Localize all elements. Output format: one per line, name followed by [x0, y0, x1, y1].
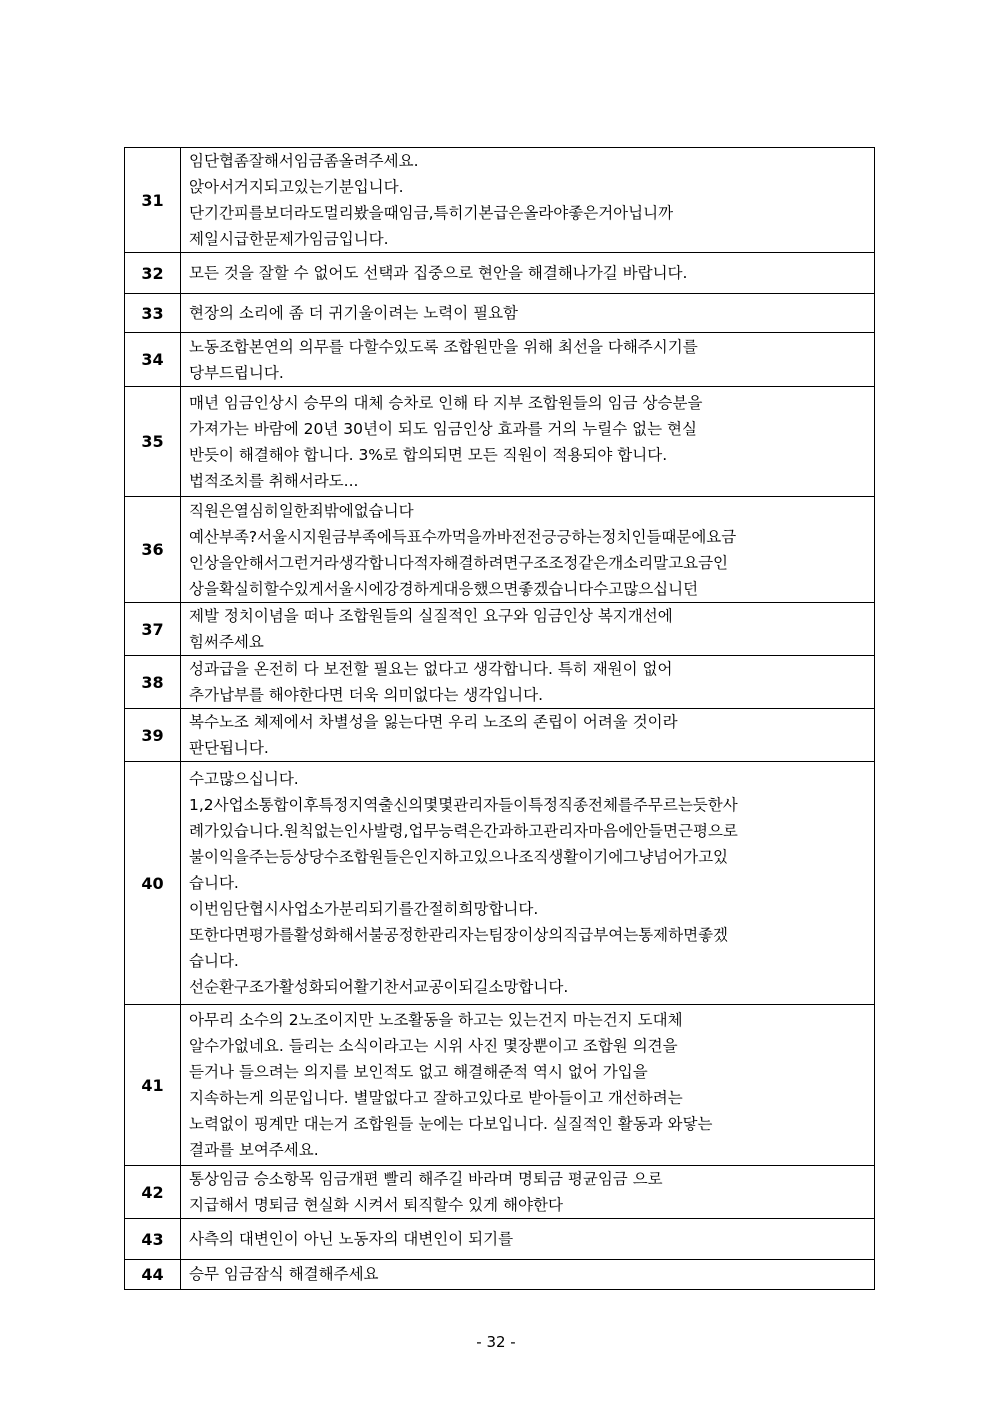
- survey-response-table-container: [124, 147, 875, 1290]
- response-line: 복수노조 체제에서 차별성을 잃는다면 우리 노조의 존립이 어려울 것이라: [189, 713, 678, 731]
- table-row: [125, 603, 875, 656]
- response-line: 현장의 소리에 좀 더 귀기울이려는 노력이 필요함: [189, 303, 519, 322]
- response-line: 알수가없네요. 들리는 소식이라고는 시위 사진 몇장뿐이고 조합원 의견을: [189, 1037, 678, 1055]
- response-line: 지속하는게 의문입니다. 별말없다고 잘하고있다로 받아들이고 개선하려는: [189, 1089, 683, 1107]
- response-text: [181, 656, 875, 709]
- response-number: 32: [125, 253, 181, 294]
- response-line: 단기간피를보더라도멀리봤을때임금,특히기본급은올라야좋은거아닙니까: [189, 204, 674, 222]
- response-number: 34: [125, 333, 181, 387]
- response-line: 통상임금 승소항목 임금개편 빨리 해주길 바라며 명퇴금 평균임금 으로: [189, 1170, 663, 1188]
- table-row: [125, 387, 875, 497]
- table-row: [125, 656, 875, 709]
- table-body: [125, 148, 875, 1290]
- response-number: 42: [125, 1166, 181, 1219]
- response-line: 노동조합본연의 의무를 다할수있도록 조합원만을 위해 최선을 다해주시기를: [189, 337, 698, 356]
- response-number: 36: [125, 497, 181, 603]
- response-text: [181, 762, 875, 1005]
- response-line: 모든 것을 잘할 수 없어도 선택과 집중으로 현안을 해결해나가길 바랍니다.: [189, 263, 688, 282]
- response-line: 인상을안해서그런거라생각합니다적자해결하려면구조조정같은개소리말고요금인: [189, 553, 729, 572]
- table-row: [125, 709, 875, 762]
- response-line: 임단협좀잘해서임금좀올려주세요.: [189, 152, 419, 170]
- response-line: 예산부족?서울시지원금부족에득표수까먹을까바전전긍긍하는정치인들때문에요금: [189, 527, 737, 546]
- table-row: [125, 762, 875, 1005]
- response-line: 지급해서 명퇴금 현실화 시켜서 퇴직할수 있게 해야한다: [189, 1196, 563, 1214]
- response-number: 33: [125, 294, 181, 333]
- table-row: [125, 1005, 875, 1166]
- response-text: [181, 333, 875, 387]
- table-row: [125, 497, 875, 603]
- response-line: 성과급을 온전히 다 보전할 필요는 없다고 생각합니다. 특히 재원이 없어: [189, 660, 673, 678]
- response-line: 앉아서거지되고있는기분입니다.: [189, 178, 404, 196]
- response-number: 35: [125, 387, 181, 497]
- response-text: [181, 1005, 875, 1166]
- response-number: 41: [125, 1005, 181, 1166]
- response-line: 습니다.: [189, 952, 239, 970]
- response-line: 힘써주세요: [189, 633, 264, 651]
- response-line: 수고많으십니다.: [189, 770, 299, 788]
- table-row: [125, 1260, 875, 1290]
- response-number: 38: [125, 656, 181, 709]
- response-number: 40: [125, 762, 181, 1005]
- page-number: - 32 -: [476, 1333, 516, 1351]
- response-line: 례가있습니다.원칙없는인사발령,업무능력은간과하고관리자마음에안들면근평으로: [189, 822, 738, 840]
- response-line: 추가납부를 해야한다면 더욱 의미없다는 생각입니다.: [189, 686, 544, 704]
- response-line: 또한다면평가를활성화해서불공정한관리자는팀장이상의직급부여는통제하면좋겠: [189, 926, 729, 944]
- response-line: 노력없이 핑계만 대는거 조합원들 눈에는 다보입니다. 실질적인 활동과 와닿는: [189, 1115, 713, 1133]
- table-row: [125, 1219, 875, 1260]
- response-line: 불이익을주는등상당수조합원들은인지하고있으나조직생활이기에그냥넘어가고있: [189, 848, 729, 866]
- response-line: 아무리 소수의 2노조이지만 노조활동을 하고는 있는건지 마는건지 도대체: [189, 1011, 683, 1029]
- response-text: [181, 253, 875, 294]
- response-line: 법적조치를 취해서라도...: [189, 471, 359, 490]
- response-text: [181, 1260, 875, 1290]
- response-line: 결과를 보여주세요.: [189, 1141, 319, 1159]
- response-line: 반듯이 해결해야 합니다. 3%로 합의되면 모든 직원이 적용되야 합니다.: [189, 445, 668, 464]
- response-number: 37: [125, 603, 181, 656]
- response-line: 직원은열심히일한죄밖에없습니다: [189, 501, 414, 520]
- response-line: 이번임단협시사업소가분리되기를간절히희망합니다.: [189, 900, 539, 918]
- response-line: 가져가는 바람에 20년 30년이 되도 임금인상 효과를 거의 누릴수 없는 현실: [189, 419, 697, 438]
- response-line: 사측의 대변인이 아닌 노동자의 대변인이 되기를: [189, 1229, 514, 1248]
- response-line: 당부드립니다.: [189, 363, 284, 382]
- survey-response-table: [124, 147, 875, 1290]
- response-line: 습니다.: [189, 874, 239, 892]
- response-text: [181, 497, 875, 603]
- response-number: 43: [125, 1219, 181, 1260]
- response-text: [181, 1219, 875, 1260]
- response-line: 매년 임금인상시 승무의 대체 승차로 인해 타 지부 조합원들의 임금 상승분을: [189, 393, 703, 412]
- table-row: [125, 294, 875, 333]
- response-line: 판단됩니다.: [189, 739, 269, 757]
- response-text: [181, 1166, 875, 1219]
- response-number: 31: [125, 148, 181, 253]
- response-text: [181, 294, 875, 333]
- response-number: 44: [125, 1260, 181, 1290]
- response-line: 1,2사업소통합이후특정지역출신의몇몇관리자들이특정직종전체를주무르는듯한사: [189, 796, 738, 814]
- table-row: [125, 1166, 875, 1219]
- response-line: 제발 정치이념을 떠나 조합원들의 실질적인 요구와 임금인상 복지개선에: [189, 607, 673, 625]
- response-line: 듣거나 들으려는 의지를 보인적도 없고 해결해준적 역시 없어 가입을: [189, 1063, 648, 1081]
- response-line: 제일시급한문제가임금입니다.: [189, 230, 389, 248]
- table-row: [125, 148, 875, 253]
- response-text: [181, 709, 875, 762]
- response-line: 승무 임금잠식 해결해주세요: [189, 1265, 379, 1283]
- table-row: [125, 253, 875, 294]
- response-text: [181, 387, 875, 497]
- response-number: 39: [125, 709, 181, 762]
- response-line: 선순환구조가활성화되어활기찬서교공이되길소망합니다.: [189, 978, 569, 996]
- response-text: [181, 148, 875, 253]
- table-row: [125, 333, 875, 387]
- response-text: [181, 603, 875, 656]
- response-line: 상을확실히할수있게서울시에강경하게대응했으면좋겠습니다수고많으십니던: [189, 579, 699, 598]
